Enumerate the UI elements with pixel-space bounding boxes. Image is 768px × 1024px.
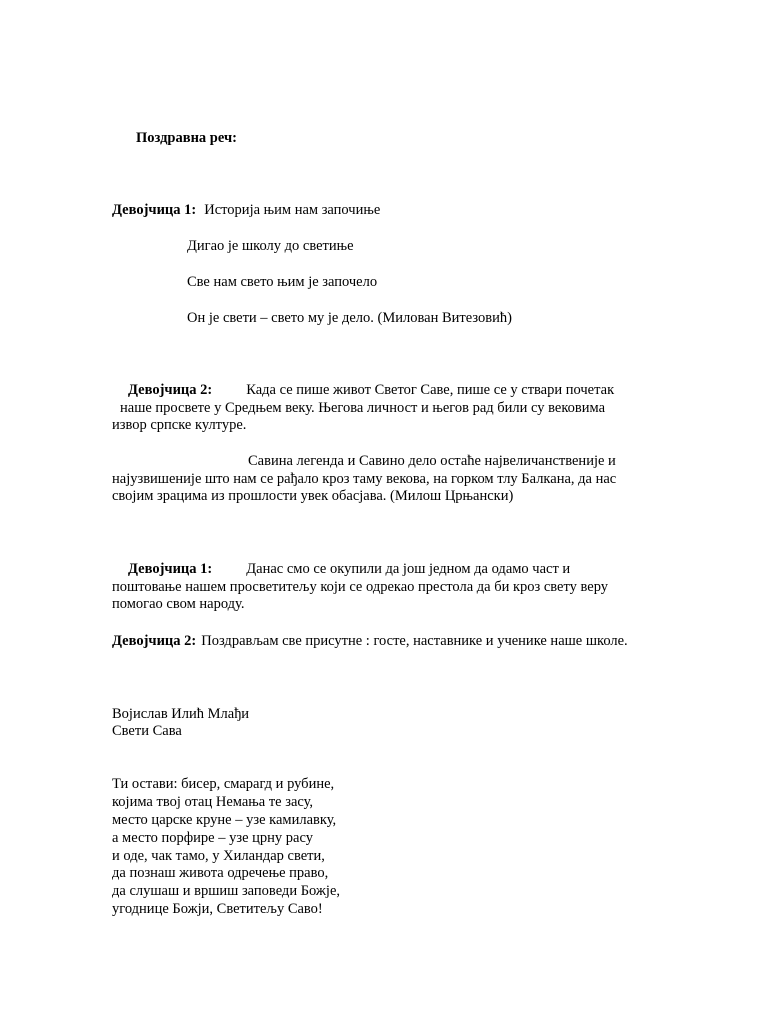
poem-line: место царске круне – узе камилавку, [112,812,337,828]
poem-line: којима твој отац Немања те засу, [112,794,314,810]
section2-first-line [128,381,614,399]
paragraph-line: наше просвете у Средњем веку. Његова личност и његов рад били су вековима [120,400,606,416]
poem-line: Ти остави: бисер, смарагд и рубине, [112,776,335,792]
speaker-label: Девојчица 1: [112,202,197,218]
page-title: Поздравна реч: [136,130,237,146]
paragraph-line: својим зрацима из прошлости увек обасјава. (Милош Црњански) [112,488,514,504]
speaker-label: Девојчица 2: [112,633,197,649]
speaker-label: Девојчица 2: [128,382,213,398]
paragraph-line: Када се пише живот Светог Саве, пише се у ствари почетак [246,382,615,398]
paragraph-line: извор српске културе. [112,417,247,433]
paragraph-line: Поздрављам све присутне : госте, наставнике и ученике наше школе. [201,633,628,649]
section3-first-line [128,560,570,578]
poem-line: да слушаш и вршиш заповеди Божје, [112,883,341,899]
poem-line: а место порфире – узе црну расу [112,830,313,846]
paragraph-line: поштовање нашем просветитељу који се одрекао престола да би кроз свету веру [112,579,609,595]
poem-line: и оде, чак тамо, у Хиландар свети, [112,848,325,864]
verse-line: Историја њим нам започиње [204,202,381,218]
verse-line: Он је свети – свето му је дело. (Милован Витезовић) [187,310,512,326]
paragraph-line: Савина легенда и Савино дело остаће највеличанственије и [248,453,616,469]
poem-title: Свети Сава [112,723,182,739]
verse-line: Дигао је школу до светиње [187,238,354,254]
verse-line: Све нам свето њим је започело [187,274,378,290]
poem-line: да познаш живота одречење право, [112,865,329,881]
paragraph-line: најузвишеније што нам се рађало кроз таму векова, на горком тлу Балкана, да нас [112,471,617,487]
section4-line [112,632,628,650]
section1-first-line [112,201,380,219]
poem-author: Војислав Илић Млађи [112,706,249,722]
speaker-label: Девојчица 1: [128,561,213,577]
paragraph-line: Данас смо се окупили да још једном да одамо част и [246,561,571,577]
poem-line: угоднице Божји, Светитељу Саво! [112,901,323,917]
paragraph-line: помогао свом народу. [112,596,245,612]
